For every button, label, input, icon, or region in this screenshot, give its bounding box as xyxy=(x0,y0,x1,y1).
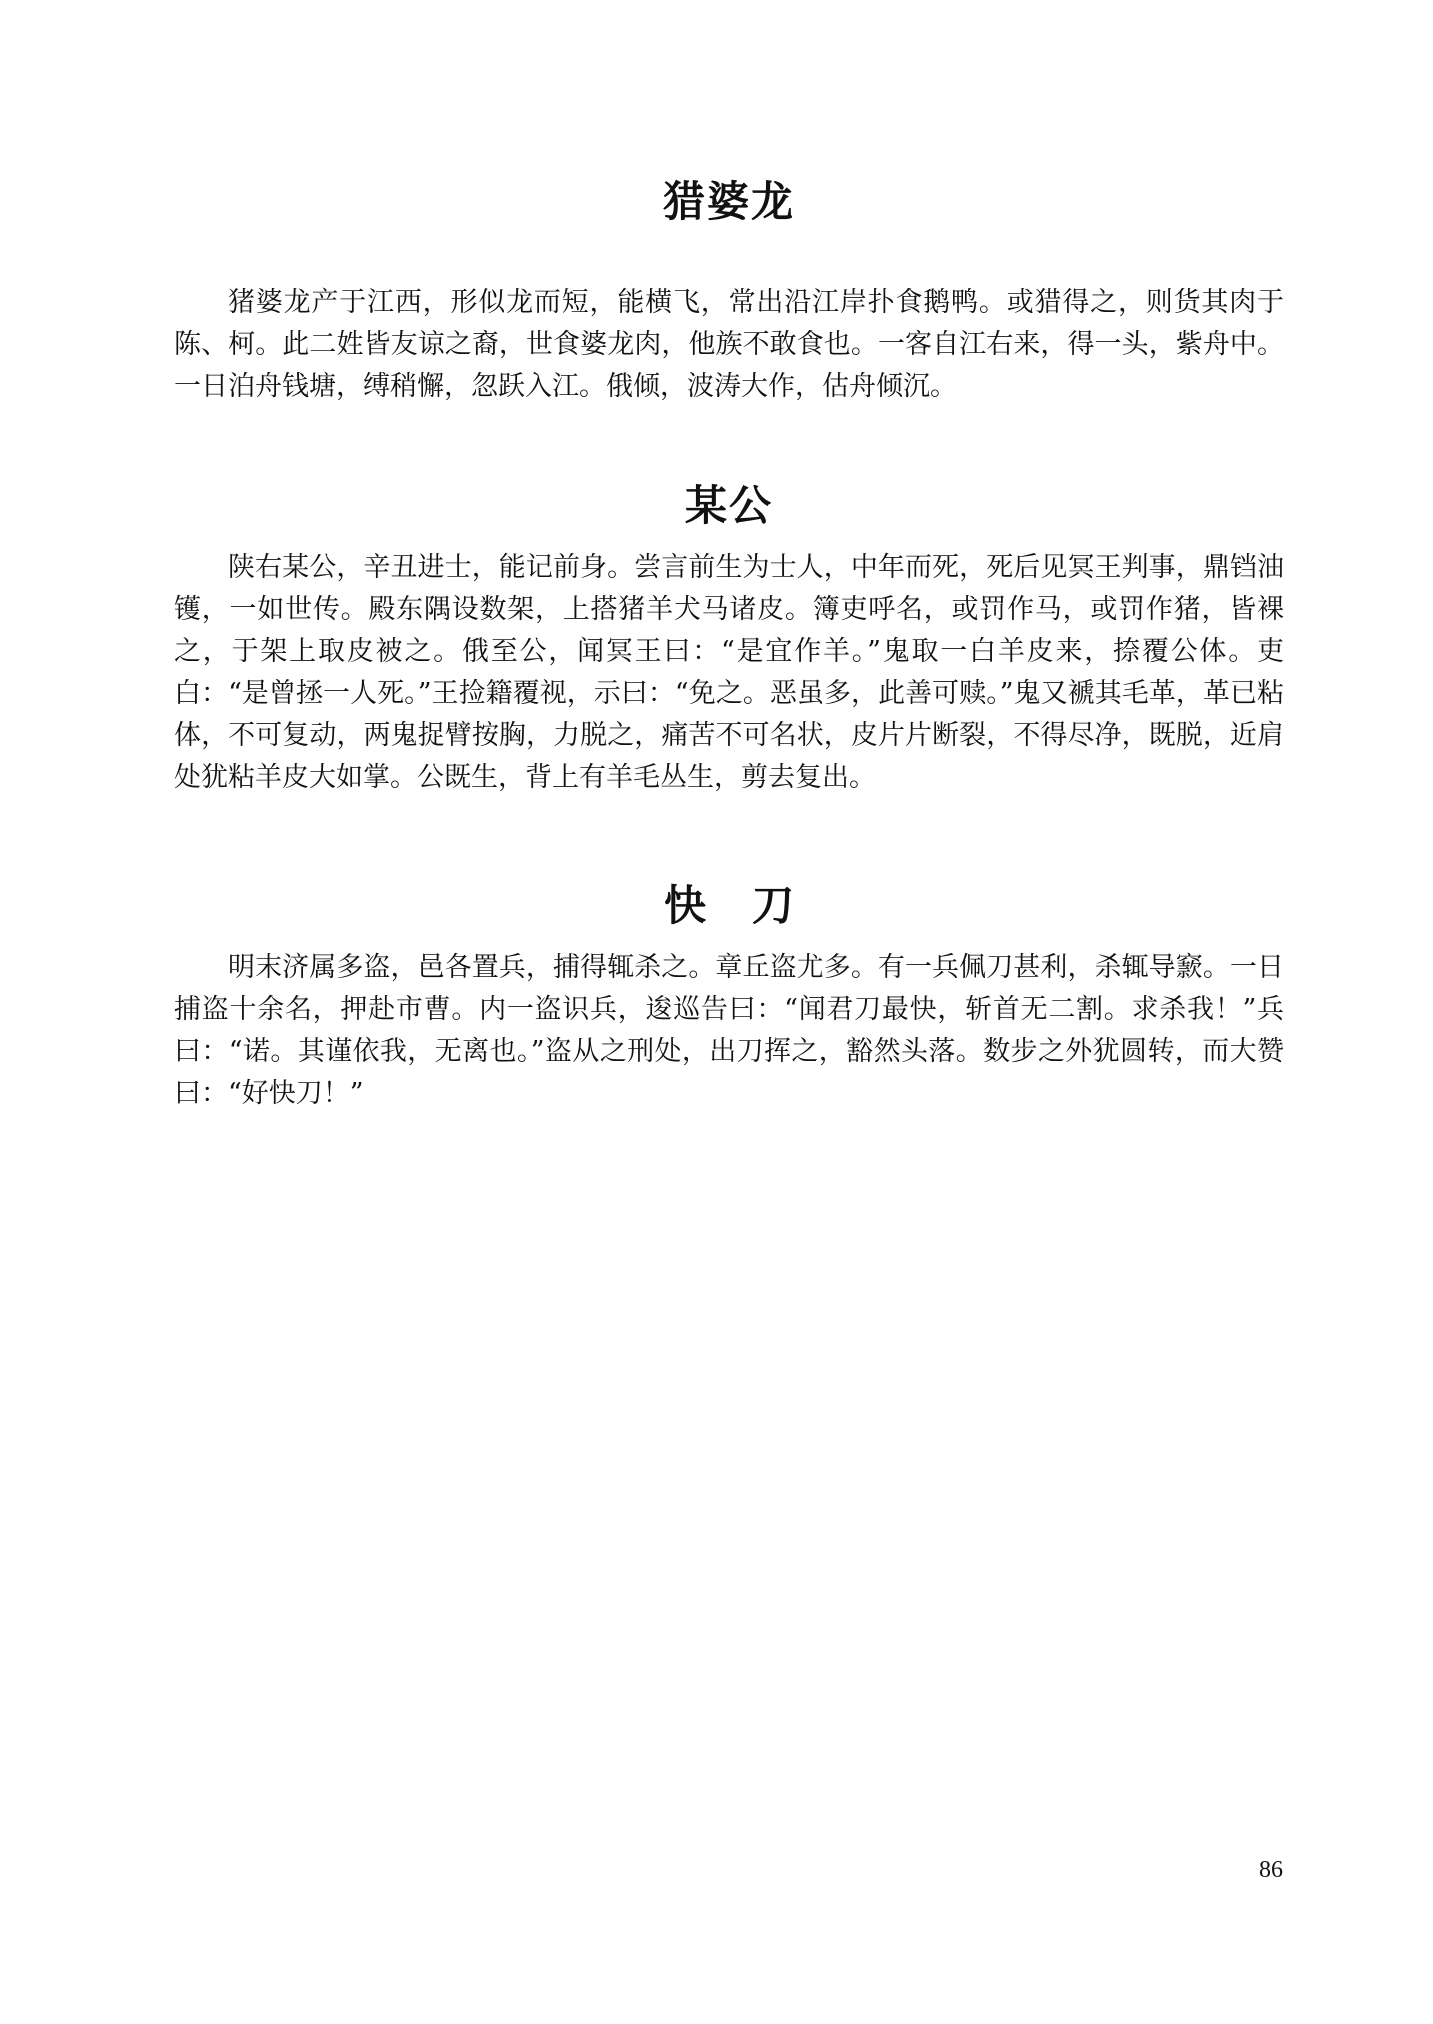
story-body: 陕右某公，辛丑进士，能记前身。尝言前生为士人，中年而死，死后见冥王判事，鼎铛油镬，一如世传。殿东隅设数架，上搭猪羊犬马诸皮。簿吏呼名，或罚作马，或罚作猪，皆裸之，于架上取皮被之。俄至公，闻冥王曰：“是宜作羊。”鬼取一白羊皮来，捺覆公体。吏白：“是曾拯一人死。”王捡籍覆视，示曰：“免之。恶虽多，此善可赎。”鬼又褫其毛革，革已粘体，不可复动，两鬼捉臂按胸，力脱之，痛苦不可名状，皮片片断裂，不得尽净，既脱，近肩处犹粘羊皮大如掌。公既生，背上有羊毛丛生，剪去复出。 xyxy=(174,552,1284,793)
story-body: 猪婆龙产于江西，形似龙而短，能横飞，常出沿江岸扑食鹅鸭。或猎得之，则货其肉于陈、柯。此二姓皆友谅之裔，世食婆龙肉，他族不敢食也。一客自江右来，得一头，紫舟中。一日泊舟钱塘，缚稍懈，忽跃入江。俄倾，波涛大作，估舟倾沉。 xyxy=(174,287,1284,402)
page-number: 86 xyxy=(1259,1857,1283,1883)
story-lie-po-long xyxy=(174,176,1284,408)
story-body: 明末济属多盗，邑各置兵，捕得辄杀之。章丘盗尤多。有一兵佩刀甚利，杀辄导窾。一日捕盗十余名，押赴市曹。内一盗识兵，逡巡告曰：“闻君刀最快，斩首无二割。求杀我！”兵曰：“诺。其谨依我，无离也。”盗从之刑处，出刀挥之，豁然头落。数步之外犹圆转，而大赞曰：“好快刀！” xyxy=(174,952,1284,1109)
story-title: 猎婆龙 xyxy=(662,177,795,226)
story-kuai-dao xyxy=(174,880,1284,1115)
story-title: 快刀 xyxy=(663,881,840,930)
story-title: 某公 xyxy=(684,481,773,530)
story-mou-gong xyxy=(174,480,1284,799)
